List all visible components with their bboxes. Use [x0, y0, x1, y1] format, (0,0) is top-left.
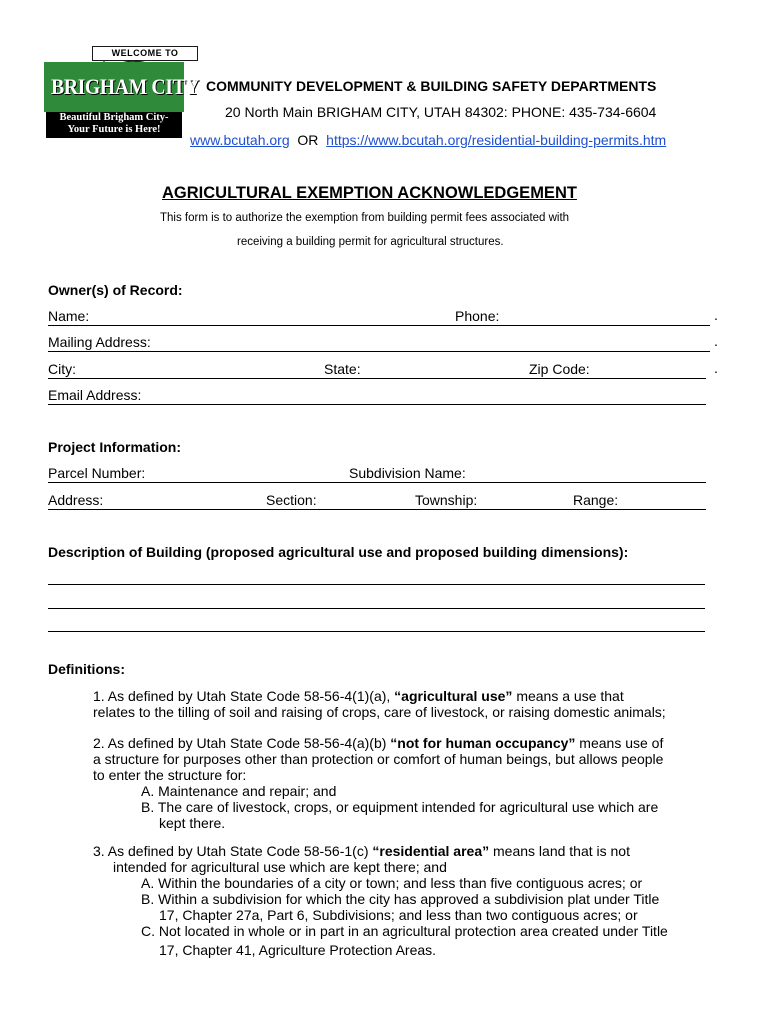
- department-title: COMMUNITY DEVELOPMENT & BUILDING SAFETY DEPARTMENTS: [206, 78, 657, 94]
- city-label: City:: [48, 361, 76, 377]
- definition-1-line-1: [93, 688, 723, 704]
- owner-name-field[interactable]: [48, 307, 433, 326]
- description-line-2[interactable]: [48, 608, 705, 609]
- range-label: Range:: [573, 492, 619, 508]
- section-field[interactable]: [258, 491, 408, 510]
- intro-line-1: This form is to authorize the exemption from building permit fees associated with: [160, 212, 570, 224]
- intro-line-2: receiving a building permit for agricultural structures.: [237, 236, 504, 248]
- description-line-3[interactable]: [48, 631, 705, 632]
- state-field[interactable]: [318, 360, 518, 379]
- definition-3-item-c: C. Not located in whole or in part in an agricultural protection area created under Title: [141, 923, 668, 939]
- project-heading: Project Information:: [48, 439, 182, 455]
- definition-2-item-b: B. The care of livestock, crops, or equipment intended for agricultural use which are: [141, 799, 659, 815]
- welcome-sign: WELCOME TO: [92, 46, 198, 61]
- definition-3-item-c-cont: 17, Chapter 41, Agriculture Protection Areas.: [159, 942, 437, 958]
- definition-2-line-1: [93, 735, 733, 751]
- definition-3-item-b: B. Within a subdivision for which the city has approved a subdivision plat under Title: [141, 891, 660, 907]
- definition-2-tail: means use of: [575, 735, 664, 751]
- mailing-address-field[interactable]: [48, 333, 710, 352]
- logo-city-name: BRIGHAM CITY: [51, 74, 200, 99]
- range-field[interactable]: [558, 491, 706, 510]
- brigham-city-logo: [44, 44, 200, 138]
- description-line-1[interactable]: [48, 584, 705, 585]
- term-residential-area: “residential area”: [372, 843, 490, 859]
- city-field[interactable]: [48, 360, 318, 379]
- description-heading: Description of Building (proposed agricultural use and proposed building dimensions):: [48, 544, 629, 560]
- website-links: [190, 132, 666, 148]
- definition-1-lead: 1. As defined by Utah State Code 58-56-4(1)(a),: [93, 688, 395, 704]
- subdivision-name-field[interactable]: [338, 464, 706, 483]
- project-address-label: Address:: [48, 492, 104, 508]
- zip-dot: .: [714, 360, 718, 376]
- logo-tagline-line-2: Your Future is Here!: [67, 124, 161, 135]
- email-address-field[interactable]: [48, 386, 706, 405]
- owner-heading: Owner(s) of Record:: [48, 282, 183, 298]
- mailing-dot: .: [714, 333, 718, 349]
- definition-2-lead: 2. As defined by Utah State Code 58-56-4(a)(b): [93, 735, 391, 751]
- definition-1-line-2: relates to the tilling of soil and raising of crops, care of livestock, or raising domestic animals;: [93, 704, 666, 720]
- owner-phone-label: Phone:: [455, 308, 500, 324]
- definition-2: [93, 735, 733, 831]
- definition-3-item-a: A. Within the boundaries of a city or town; and less than five contiguous acres; or: [141, 875, 643, 891]
- mailing-address-label: Mailing Address:: [48, 334, 151, 350]
- definition-3-line-2: intended for agricultural use which are kept there; and: [113, 859, 447, 875]
- definition-1: [93, 688, 723, 720]
- email-address-label: Email Address:: [48, 387, 142, 403]
- logo-tagline: [46, 112, 182, 138]
- township-field[interactable]: [408, 491, 558, 510]
- department-address: 20 North Main BRIGHAM CITY, UTAH 84302: PHONE: 435-734-6604: [225, 104, 657, 120]
- state-label: State:: [324, 361, 361, 377]
- parcel-number-label: Parcel Number:: [48, 465, 146, 481]
- definition-2-line-3: to enter the structure for:: [93, 767, 247, 783]
- definition-3: [93, 843, 733, 958]
- definition-1-tail: means a use that: [512, 688, 624, 704]
- term-agricultural-use: “agricultural use”: [394, 688, 513, 704]
- definition-2-item-a: A. Maintenance and repair; and: [141, 783, 337, 799]
- township-label: Township:: [415, 492, 478, 508]
- term-not-for-human-occupancy: “not for human occupancy”: [390, 735, 576, 751]
- section-label: Section:: [266, 492, 317, 508]
- owner-phone-dot: .: [714, 307, 718, 323]
- form-title: AGRICULTURAL EXEMPTION ACKNOWLEDGEMENT: [162, 184, 577, 202]
- links-or: OR: [297, 132, 319, 148]
- owner-name-label: Name:: [48, 308, 90, 324]
- definition-3-tail: means land that is not: [489, 843, 630, 859]
- zip-code-field[interactable]: [518, 360, 706, 379]
- definition-2-item-b-cont: kept there.: [159, 815, 226, 831]
- definition-3-line-1: [93, 843, 733, 859]
- definition-2-line-2: a structure for purposes other than protection or comfort of human beings, but allows people: [93, 751, 664, 767]
- zip-code-label: Zip Code:: [529, 361, 590, 377]
- parcel-number-field[interactable]: [48, 464, 338, 483]
- subdivision-name-label: Subdivision Name:: [349, 465, 466, 481]
- owner-phone-field[interactable]: [433, 307, 710, 326]
- logo-tagline-line-1: Beautiful Brigham City-: [59, 112, 169, 123]
- website-link-permits[interactable]: https://www.bcutah.org/residential-building-permits.htm: [326, 132, 667, 148]
- definitions-heading: Definitions:: [48, 661, 125, 677]
- project-address-field[interactable]: [48, 491, 258, 510]
- definition-3-item-b-cont: 17, Chapter 27a, Part 6, Subdivisions; and less than two contiguous acres; or: [159, 907, 638, 923]
- definition-3-lead: 3. As defined by Utah State Code 58-56-1(c): [93, 843, 373, 859]
- website-link-home[interactable]: www.bcutah.org: [190, 132, 290, 148]
